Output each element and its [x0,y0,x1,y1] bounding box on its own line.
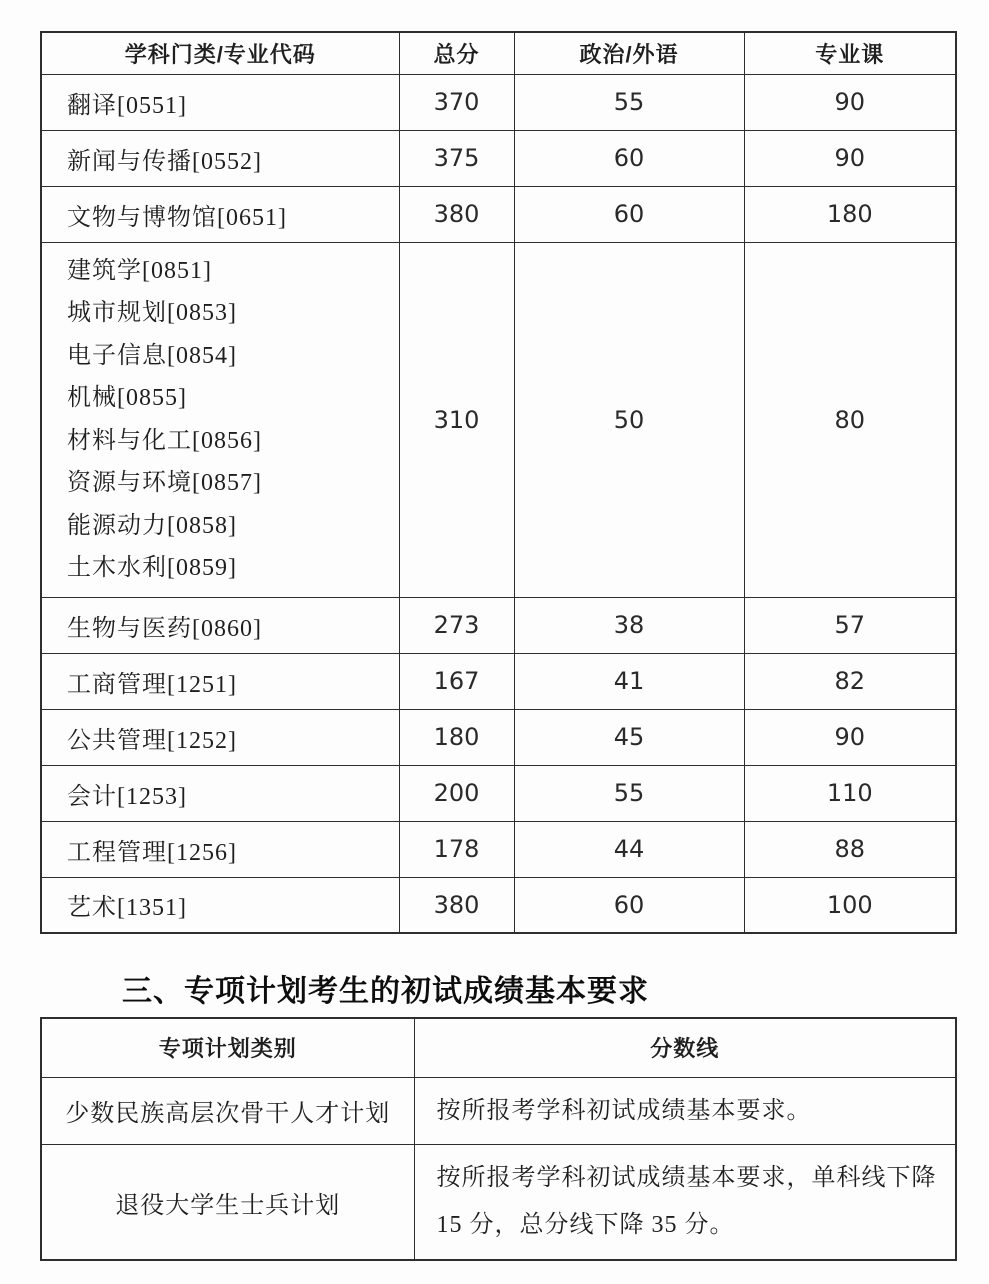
score-row [41,821,956,877]
total-cell: 380 [399,877,514,933]
major-course-cell: 88 [744,821,956,877]
header-politics-foreign: 政治/外语 [514,32,744,74]
subject-list [67,250,399,590]
plan-row [41,1145,956,1260]
politics-foreign-cell: 55 [514,74,744,130]
subject-cell: 会计[1253] [41,765,399,821]
plan-table-header-row [41,1018,956,1077]
politics-foreign-cell: 55 [514,765,744,821]
score-row-merged-engineering [41,242,956,597]
subject-item: 电子信息[0854] [67,342,237,369]
major-course-cell: 100 [744,877,956,933]
subject-item: 建筑学[0851] [67,257,212,284]
discipline-score-table [40,31,957,934]
total-cell: 375 [399,130,514,186]
subject-cell: 艺术[1351] [41,877,399,933]
total-cell: 273 [399,597,514,653]
politics-foreign-cell: 45 [514,709,744,765]
total-cell: 178 [399,821,514,877]
plan-category-cell: 退役大学生士兵计划 [41,1145,414,1260]
major-course-cell: 90 [744,74,956,130]
subject-item: 城市规划[0853] [67,300,237,327]
subject-item: 资源与环境[0857] [67,470,262,497]
header-discipline: 学科门类/专业代码 [41,32,399,74]
subject-item: 能源动力[0858] [67,512,237,539]
politics-foreign-cell: 50 [514,242,744,597]
score-table-header-row [41,32,956,74]
total-cell: 370 [399,74,514,130]
politics-foreign-cell: 41 [514,653,744,709]
major-course-cell: 90 [744,130,956,186]
header-score-line: 分数线 [414,1018,956,1077]
score-row [41,186,956,242]
score-row [41,653,956,709]
subject-cell-merged [41,242,399,597]
politics-foreign-cell: 60 [514,130,744,186]
major-course-cell: 110 [744,765,956,821]
score-row [41,130,956,186]
total-cell: 200 [399,765,514,821]
subject-cell: 文物与博物馆[0651] [41,186,399,242]
score-row [41,709,956,765]
subject-cell: 工程管理[1256] [41,821,399,877]
section-title: 三、专项计划考生的初试成绩基本要求 [122,975,649,1008]
major-course-cell: 180 [744,186,956,242]
total-cell: 380 [399,186,514,242]
header-total: 总分 [399,32,514,74]
total-cell: 180 [399,709,514,765]
subject-cell: 工商管理[1251] [41,653,399,709]
plan-score-line-cell: 按所报考学科初试成绩基本要求，单科线下降 15 分，总分线下降 35 分。 [414,1145,956,1260]
special-plan-table [40,1017,957,1261]
header-plan-category: 专项计划类别 [41,1018,414,1077]
score-row [41,597,956,653]
header-major-course: 专业课 [744,32,956,74]
politics-foreign-cell: 60 [514,186,744,242]
total-cell: 167 [399,653,514,709]
plan-score-line-cell: 按所报考学科初试成绩基本要求。 [414,1077,956,1145]
score-row [41,765,956,821]
politics-foreign-cell: 44 [514,821,744,877]
politics-foreign-cell: 60 [514,877,744,933]
subject-cell: 翻译[0551] [41,74,399,130]
total-cell: 310 [399,242,514,597]
major-course-cell: 82 [744,653,956,709]
score-row [41,74,956,130]
score-row [41,877,956,933]
subject-cell: 生物与医药[0860] [41,597,399,653]
subject-item: 材料与化工[0856] [67,427,262,454]
major-course-cell: 57 [744,597,956,653]
plan-category-cell: 少数民族高层次骨干人才计划 [41,1077,414,1145]
subject-cell: 新闻与传播[0552] [41,130,399,186]
major-course-cell: 80 [744,242,956,597]
plan-row [41,1077,956,1145]
politics-foreign-cell: 38 [514,597,744,653]
subject-item: 土木水利[0859] [67,555,237,582]
major-course-cell: 90 [744,709,956,765]
subject-cell: 公共管理[1252] [41,709,399,765]
subject-item: 机械[0855] [67,385,187,412]
